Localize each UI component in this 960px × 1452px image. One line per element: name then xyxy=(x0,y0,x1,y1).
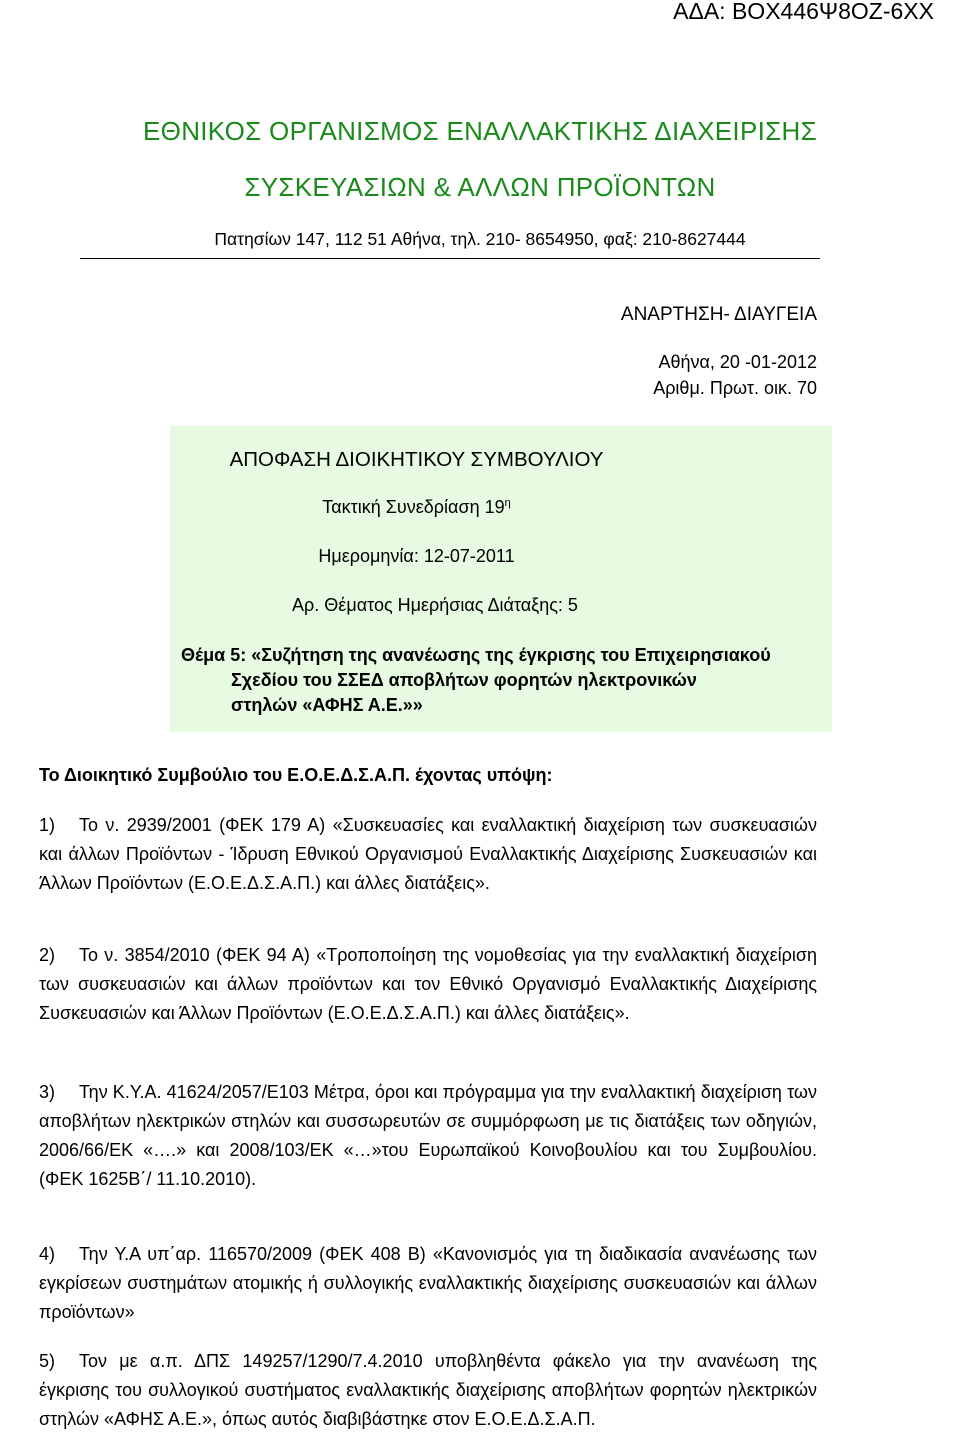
board-intro: Το Διοικητικό Συμβούλιο του Ε.Ο.Ε.Δ.Σ.Α.Π. έχοντας υπόψη: xyxy=(39,765,553,785)
list-item xyxy=(39,1078,817,1194)
list-item-rest: διαχείριση των συσκευασιών και άλλων προϊόντων και τον Εθνικό Οργανισμό Εναλλακτικής Διαχείρισης Συσκευασιών και Άλλων Προϊόντων (Ε.Ο.Ε.Δ.Σ.Α.Π.) και άλλες διατάξεις». xyxy=(39,945,817,1023)
document-date: Αθήνα, 20 -01-2012 xyxy=(658,352,817,372)
list-item xyxy=(39,941,817,1028)
list-item-first-line: Τον με α.π. ΔΠΣ 149257/1290/7.4.2010 υποβληθέντα φάκελο για την ανανέωση xyxy=(79,1351,779,1371)
decision-title: ΑΠΟΦΑΣΗ ΔΙΟΙΚΗΤΙΚΟΥ ΣΥΜΒΟΥΛΙΟΥ xyxy=(229,448,604,471)
protocol-number: Αριθμ. Πρωτ. οικ. 70 xyxy=(653,378,817,398)
list-item-number: 4) xyxy=(39,1244,56,1264)
list-item xyxy=(39,1347,817,1434)
agenda-number: Αρ. Θέματος Ημερήσιας Διάταξης: 5 xyxy=(292,595,578,615)
topic-line2: Σχεδίου του ΣΣΕΔ αποβλήτων φορητών ηλεκτρονικών xyxy=(231,670,697,690)
list-item-text xyxy=(39,1078,817,1194)
list-item-text xyxy=(39,941,817,1028)
list-item-first-line: Την Υ.Α υπ΄αρ. 116570/2009 (ΦΕΚ 408 Β) «Κανονισμός για τη διαδικασία xyxy=(79,1244,683,1264)
meeting-date: Ημερομηνία: 12-07-2011 xyxy=(318,546,515,566)
list-item-text xyxy=(39,1347,817,1434)
topic xyxy=(181,643,821,718)
organization-address: Πατησίων 147, 112 51 Αθήνα, τηλ. 210- 8654950, φαξ: 210-8627444 xyxy=(214,229,746,249)
list-item xyxy=(39,811,817,898)
posting-label: ΑΝΑΡΤΗΣΗ- ΔΙΑΥΓΕΙΑ xyxy=(620,304,817,325)
list-item-first-line: Την Κ.Υ.Α. 41624/2057/Ε103 Μέτρα, όροι και πρόγραμμα για την εναλλακτική xyxy=(79,1082,696,1102)
organization-name-line2: ΣΥΣΚΕΥΑΣΙΩΝ & ΑΛΛΩΝ ΠΡΟΪΟΝΤΩΝ xyxy=(244,172,716,202)
list-item xyxy=(39,1240,817,1327)
topic-line1: Θέμα 5: «Συζήτηση της ανανέωσης της έγκρισης του Επιχειρησιακού xyxy=(181,645,771,665)
list-item-first-line: Το ν. 3854/2010 (ΦΕΚ 94 Α) «Τροποποίηση της νομοθεσίας για την εναλλακτική xyxy=(79,945,730,965)
list-item-text xyxy=(39,811,817,898)
list-item-rest: διαχείριση των αποβλήτων ηλεκτρικών στηλών και συσσωρευτών σε συμμόρφωση με τις διατάξεις των οδηγιών, 2006/66/ΕΚ «….» και 2008/103/ΕΚ «…»του Ευρωπαϊκού Κοινοβουλίου και του Συμβουλίου. (ΦΕΚ 1625Β΄/ 11.10.2010). xyxy=(39,1082,817,1189)
list-item-number: 2) xyxy=(39,945,56,965)
ada-code: ΑΔΑ: ΒΟΧ446Ψ8ΟΖ-6ΧΧ xyxy=(673,0,934,24)
topic-line3: στηλών «ΑΦΗΣ Α.Ε.»» xyxy=(231,695,423,715)
list-item-rest: συσκευασιών και άλλων Προϊόντων - Ίδρυση Εθνικού Οργανισμού Εναλλακτικής Διαχείρισης Συσκευασιών και Άλλων Προϊόντων (Ε.Ο.Ε.Δ.Σ.Α.Π.) και άλλες διατάξεις». xyxy=(39,815,817,893)
organization-name-line1: ΕΘΝΙΚΟΣ ΟΡΓΑΝΙΣΜΟΣ ΕΝΑΛΛΑΚΤΙΚΗΣ ΔΙΑΧΕΙΡΙΣΗΣ xyxy=(143,116,817,146)
list-item-number: 3) xyxy=(39,1082,56,1102)
list-item-text xyxy=(39,1240,817,1327)
list-item-rest: της έγκρισης του συλλογικού συστήματος εναλλακτικής διαχείρισης αποβλήτων φορητών ηλεκτρικών στηλών «ΑΦΗΣ Α.Ε.», όπως αυτός διαβιβάστηκε στον Ε.Ο.Ε.Δ.Σ.Α.Π. xyxy=(39,1351,817,1429)
list-item-number: 5) xyxy=(39,1351,56,1371)
list-item-rest: ανανέωσης των εγκρίσεων συστημάτων ατομικής ή συλλογικής εναλλακτικής διαχείρισης συσκευασιών και άλλων προϊόντων» xyxy=(39,1244,817,1322)
session-label xyxy=(0,497,833,518)
header-divider xyxy=(80,258,820,259)
session-text: Τακτική Συνεδρίαση 19 xyxy=(322,497,505,517)
session-superscript: η xyxy=(504,497,511,509)
list-item-first-line: Το ν. 2939/2001 (ΦΕΚ 179 Α) «Συσκευασίες και εναλλακτική διαχείριση των xyxy=(79,815,703,835)
list-item-number: 1) xyxy=(39,815,56,835)
